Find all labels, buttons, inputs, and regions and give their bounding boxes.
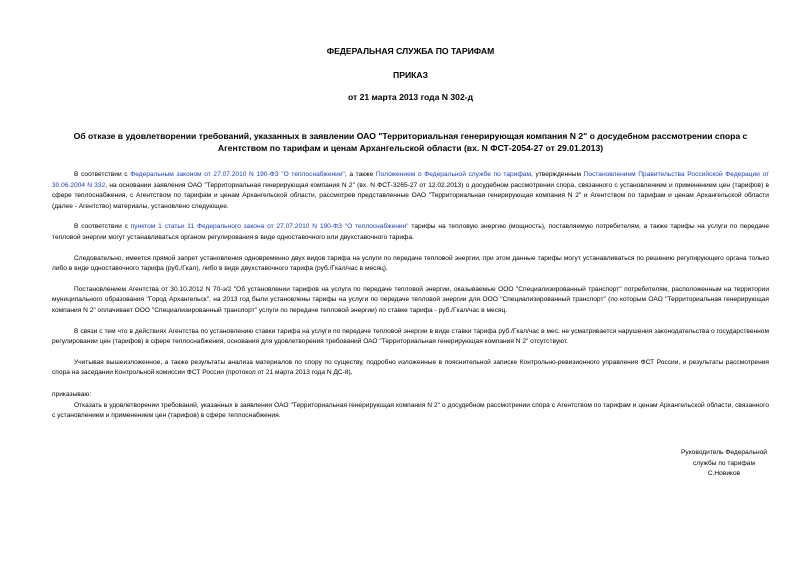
link-fst-regulation[interactable]: Положением о Федеральной службе по тарифам [375,171,531,178]
paragraph-1 [52,170,769,212]
doc-date-number: от 21 марта 2013 года N 302-д [347,92,474,102]
link-government-decree-332[interactable]: Постановлением Правительства Российской Федерации от 30.06.2004 N 332 [52,171,769,189]
link-article-11-clause-1[interactable]: пунктом 1 статьи 11 Федерального закона от 27.07.2010 N 190-ФЗ "О теплоснабжении" [130,223,409,231]
paragraph-1-text-a: В соответствии с [74,171,131,178]
paragraph-4: Постановлением Агентства от 30.10.2012 N 70-э/2 "Об установлении тарифов на услуги по передаче тепловой энергии, оказываемые ООО "Специализированный транспорт" потребителям, расположенным на территории муниципального образования "Город Архангельск", на 2013 год были установлены тарифы на услуги по передаче тепловой энергии для ООО "Специализированный транспорт" (по которым ОАО "Территориальная генерирующая компания N 2" оплачивает ООО "Специализированный транспорт" услуги по передаче тепловой энергии) по ставке тарифа - руб./Гкал/час в месяц. [52,285,769,314]
signature-block [681,448,767,480]
document-title: Об отказе в удовлетворении требований, указанных в заявлении ОАО "Территориальная генерирующая компания N 2" о досудебном рассмотрении спора с Агентством по тарифам и ценам Архангельской области (вх. N ФСТ-2054-27 от 29.01.2013) [73,131,748,153]
paragraph-2-text-a: В соответствии с [74,223,131,231]
paragraph-2 [52,222,769,243]
paragraph-1-text-d: , на основании заявления ОАО "Территориальная генерирующая компания N 2" (вх. N ФСТ-3265-27 от 12.02.2013) о досудебном рассмотрении спора, связанного с установлением и применением цен (тарифов) в сфере теплоснабжения, с Агентством по тарифам и ценам Архангельской области, рассмотрев представленные ОАО "Территориальная генерирующая компания N 2" и Агентством по тарифам и ценам Архангельской области (далее - Агентство) материалы, установлено следующее. [52,181,770,210]
signature-position-line2: службы по тарифам [693,459,756,467]
paragraph-3: Следовательно, имеется прямой запрет установления одновременно двух видов тарифа на услуги по передаче тепловой энергии, при этом данные тарифы могут устанавливаться по решению регулирующего органа только либо в виде одноставочного тарифа (руб./Гкал), либо в виде двухставочного тарифа (руб./Гкал/час в месяц). [52,254,769,273]
resolution-text: Отказать в удовлетворении требований, указанных в заявлении ОАО "Территориальная генерирующая компания N 2" о досудебном рассмотрении спора с Агентством по тарифам и ценам Архангельской области, связанного с установлением и применением цен (тарифов) в сфере теплоснабжения. [52,401,769,420]
resolution-label: приказываю: [52,390,92,398]
doc-type-heading: ПРИКАЗ [393,70,428,80]
signature-name: С.Новиков [707,470,741,478]
link-federal-law-190[interactable]: Федеральным законом от 27.07.2010 N 190-ФЗ "О теплоснабжении" [130,171,345,178]
agency-heading: ФЕДЕРАЛЬНАЯ СЛУЖБА ПО ТАРИФАМ [326,46,495,56]
paragraph-5: В связи с тем что в действиях Агентства по установлению ставки тарифа на услуги по передаче тепловой энергии в виде ставки тарифа руб./Гкал/час в мес. не усматривается нарушения законодательства о государственном регулировании цен (тарифов) в сфере теплоснабжения, основания для удовлетворения требований ОАО "Территориальная генерирующая компания N 2" отсутствуют. [52,327,769,346]
signature-position-line1: Руководитель Федеральной [681,449,767,456]
paragraph-1-text-b: , а также [344,171,376,178]
paragraph-2-text-b: тарифы на тепловую энергию (мощность), поставляемую потребителям, а также тарифы на услуги по передаче тепловой энергии могут устанавливаться органом регулирования в виде одноставочного или двухставочного тарифа. [52,223,769,241]
paragraph-6: Учитывая вышеизложенное, а также результаты анализа материалов по спору по существу, подробно изложенные в пояснительной записке Контрольно-ревизионного управления ФСТ России, и результаты рассмотрения спора на заседании Контрольной комиссии ФСТ России (протокол от 21 марта 2013 года N ДС-8), [52,358,769,377]
paragraph-1-text-c: , утвержденным [530,171,584,178]
